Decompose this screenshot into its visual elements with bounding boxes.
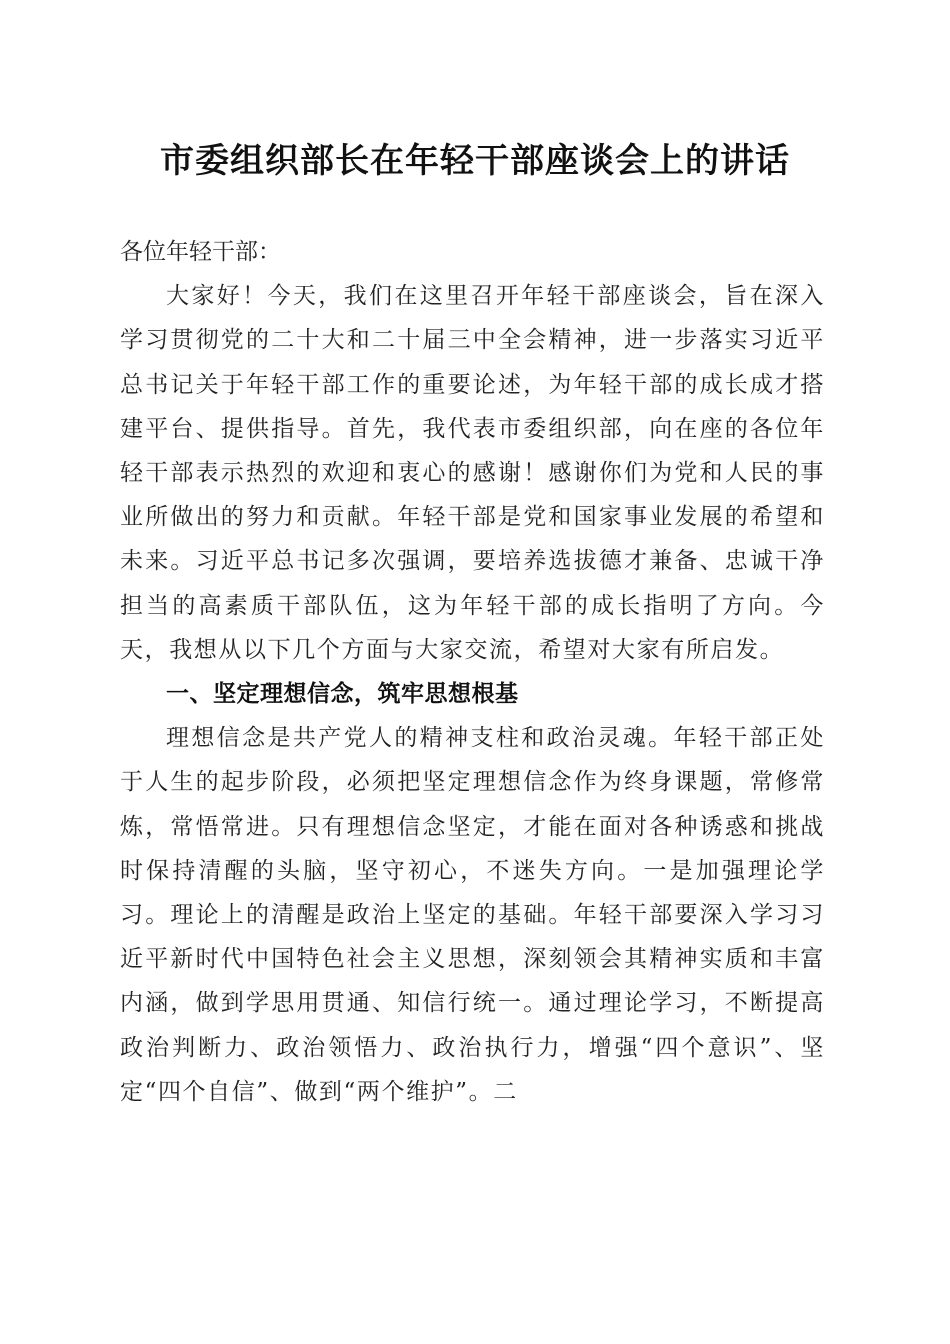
- document-body: [120, 230, 825, 1114]
- document-title: 市委组织部长在年轻干部座谈会上的讲话: [160, 141, 790, 181]
- intro-paragraph: 大家好！今天，我们在这里召开年轻干部座谈会，旨在深入学习贯彻党的二十大和二十届三中全会精神，进一步落实习近平总书记关于年轻干部工作的重要论述，为年轻干部的成长成才搭建平台、提供指导。首先，我代表市委组织部，向在座的各位年轻干部表示热烈的欢迎和衷心的感谢！感谢你们为党和人民的事业所做出的努力和贡献。年轻干部是党和国家事业发展的希望和未来。习近平总书记多次强调，要培养选拔德才兼备、忠诚干净担当的高素质干部队伍，这为年轻干部的成长指明了方向。今天，我想从以下几个方面与大家交流，希望对大家有所启发。: [120, 283, 825, 663]
- salutation: 各位年轻干部：: [120, 239, 281, 265]
- section-1-paragraph: 理想信念是共产党人的精神支柱和政治灵魂。年轻干部正处于人生的起步阶段，必须把坚定理想信念作为终身课题，常修常炼，常悟常进。只有理想信念坚定，才能在面对各种诱惑和挑战时保持清醒的头脑，坚守初心，不迷失方向。一是加强理论学习。理论上的清醒是政治上坚定的基础。年轻干部要深入学习习近平新时代中国特色社会主义思想，深刻领会其精神实质和丰富内涵，做到学思用贯通、知信行统一。通过理论学习，不断提高政治判断力、政治领悟力、政治执行力，增强“四个意识”、坚定“四个自信”、做到“两个维护”。二: [120, 725, 825, 1105]
- section-1-heading: 一、坚定理想信念，筑牢思想根基: [166, 680, 519, 708]
